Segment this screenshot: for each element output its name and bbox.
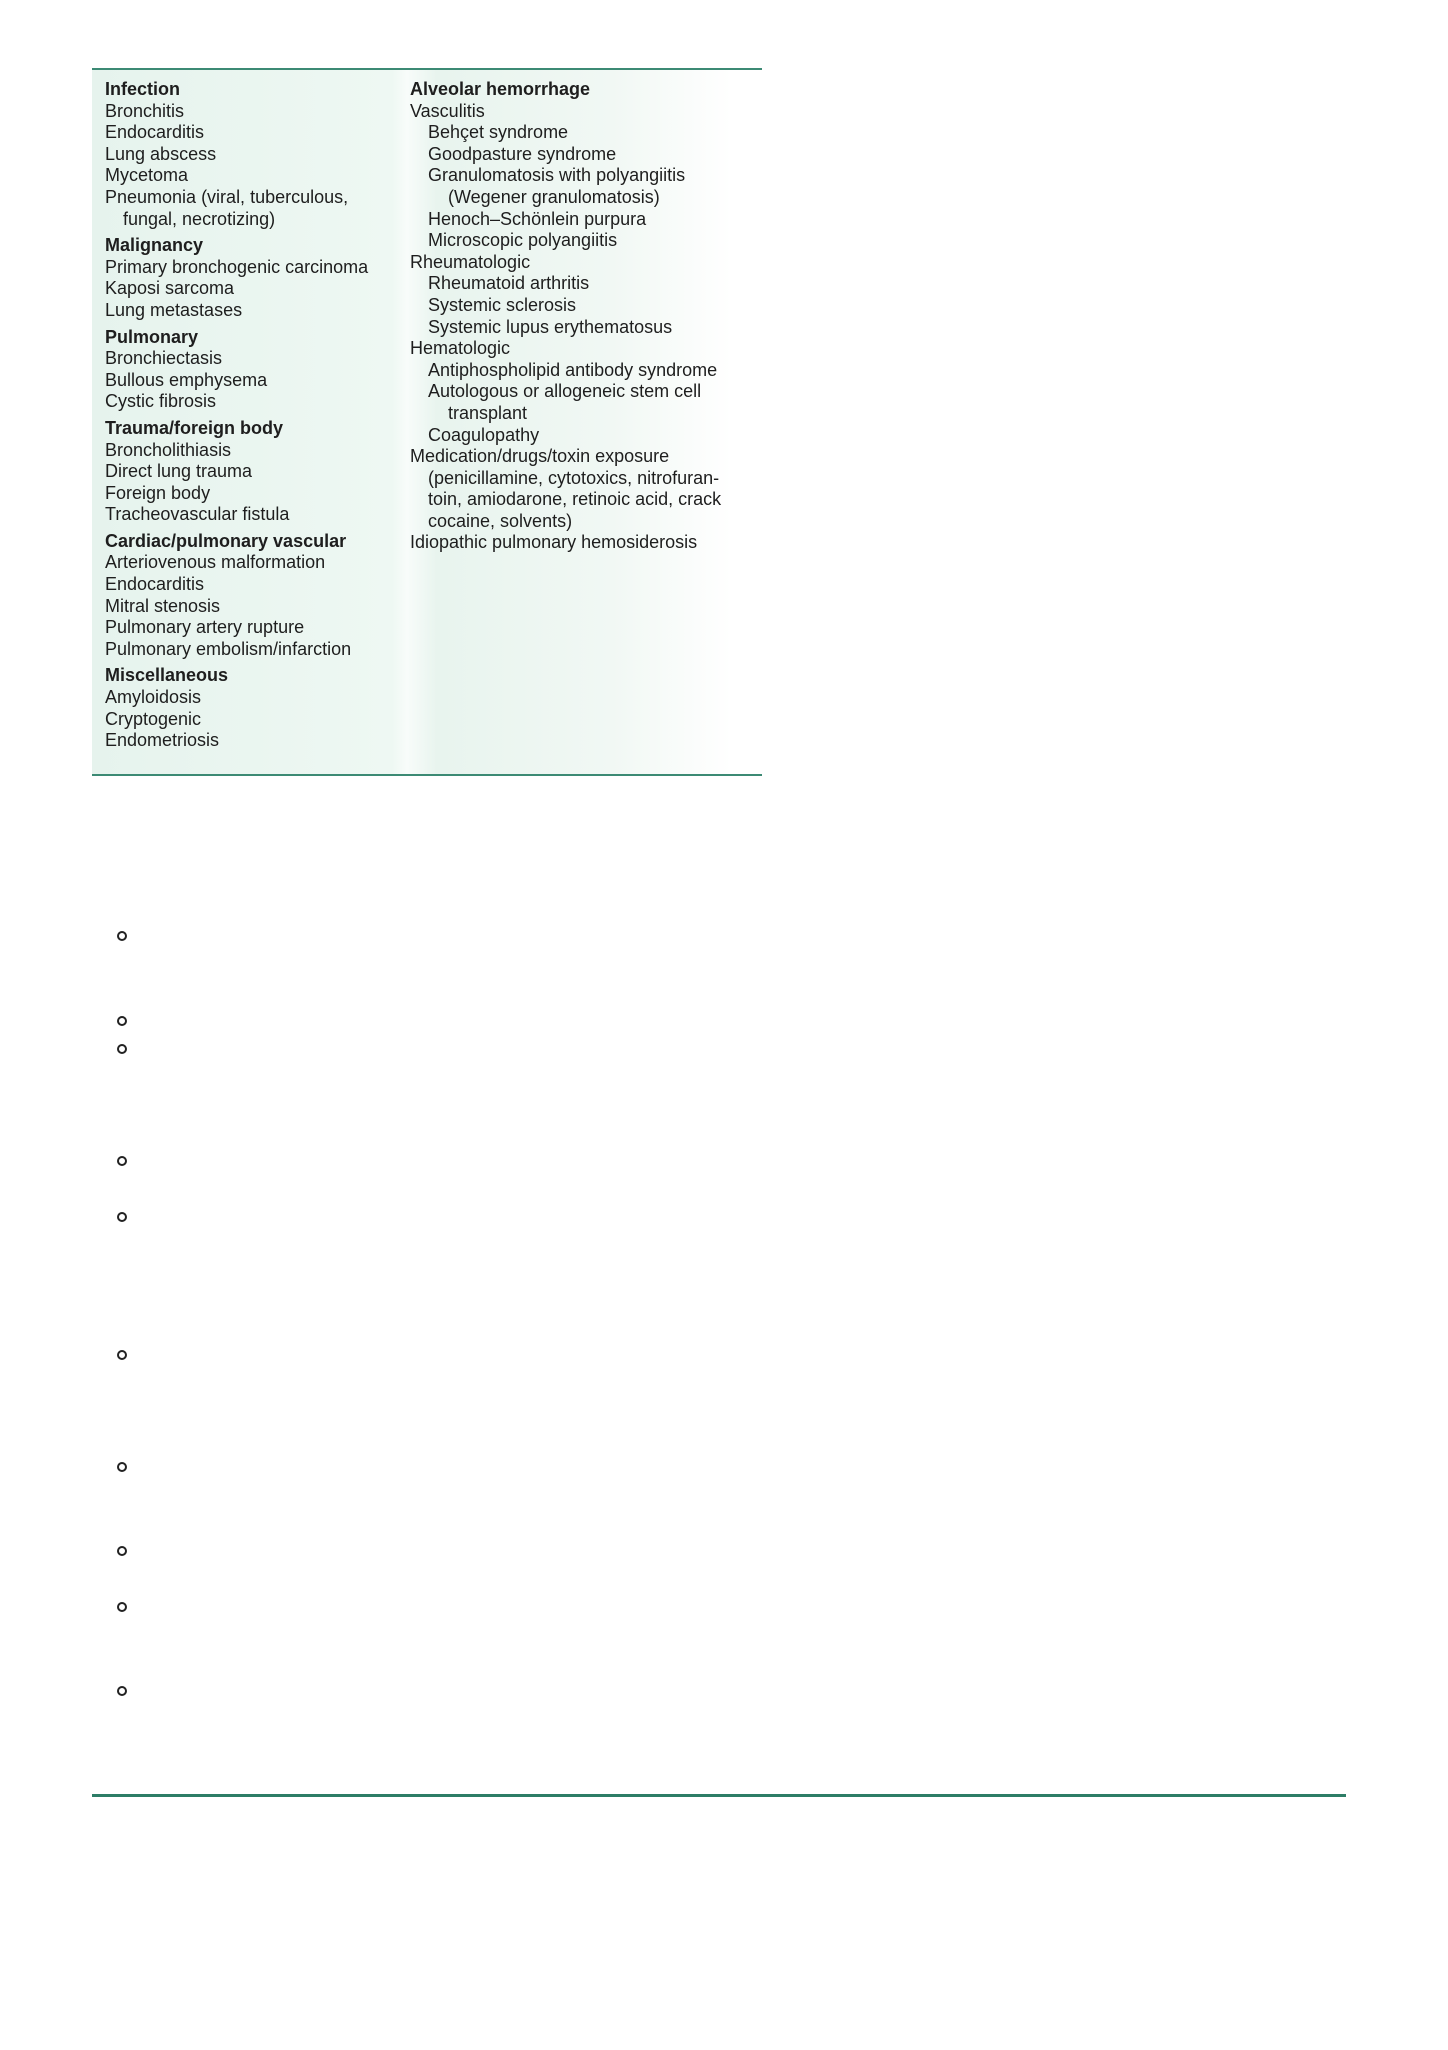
section-header: Malignancy [105, 235, 204, 256]
list-bullet [117, 1546, 127, 1556]
section-header: Infection [105, 79, 180, 99]
table-entry: Primary bronchogenic carcinoma [105, 256, 369, 277]
table-entry: Pulmonary embolism/infarction [105, 638, 352, 659]
table-left-column [105, 79, 395, 757]
section-header: Cardiac/pulmonary vascular [105, 530, 347, 551]
table-entry: Medication/drugs/toxin exposure [410, 446, 670, 467]
table-section [105, 418, 395, 526]
table-entry: Vasculitis [410, 100, 485, 121]
list-bullet [117, 1044, 127, 1054]
table-section [105, 79, 395, 230]
table-section [105, 327, 395, 413]
table-entry: Foreign body [105, 482, 211, 503]
table-entry: Coagulopathy [428, 424, 540, 445]
section-header: Alveolar hemorrhage [410, 79, 591, 99]
table-entry: Bullous emphysema [105, 369, 268, 390]
list-bullet [117, 1156, 127, 1166]
section-divider [92, 1794, 1346, 1797]
table-entry: Goodpasture syndrome [428, 143, 617, 164]
table-entry: Endometriosis [105, 730, 220, 751]
table-entry: Endocarditis [105, 574, 205, 595]
table-entry: cocaine, solvents) [428, 510, 573, 531]
table-entry: Bronchitis [105, 100, 185, 121]
table-section [105, 531, 395, 661]
list-bullet [117, 1462, 127, 1472]
table-entry: Rheumatoid arthritis [428, 273, 590, 294]
table-entry: Amyloidosis [105, 687, 202, 708]
list-bullet [117, 931, 127, 941]
list-bullet [117, 1212, 127, 1222]
table-entry: Broncholithiasis [105, 439, 232, 460]
list-bullet [117, 1602, 127, 1612]
table-entry: Pneumonia (viral, tuberculous, [105, 186, 349, 207]
differential-diagnosis-table [92, 68, 762, 776]
table-section [105, 235, 395, 321]
table-entry: Systemic sclerosis [428, 294, 577, 315]
table-entry: Bronchiectasis [105, 348, 223, 369]
table-entry: Mycetoma [105, 165, 189, 186]
table-entry: Henoch–Schönlein purpura [428, 208, 647, 229]
table-entry: Mitral stenosis [105, 595, 221, 616]
table-entry: Idiopathic pulmonary hemosiderosis [410, 532, 698, 553]
table-entry: Autologous or allogeneic stem cell [428, 381, 702, 402]
table-entry: (penicillamine, cytotoxics, nitrofuran- [428, 467, 720, 488]
table-entry: Granulomatosis with polyangiitis [428, 165, 686, 186]
table-entry: transplant [448, 402, 528, 423]
table-entry: Lung metastases [105, 299, 243, 320]
table-right-column [410, 79, 755, 559]
table-entry: Lung abscess [105, 143, 217, 164]
table-entry: Cystic fibrosis [105, 391, 217, 412]
table-entry: Systemic lupus erythematosus [428, 316, 673, 337]
table-entry: Rheumatologic [410, 251, 531, 272]
section-header: Pulmonary [105, 326, 199, 347]
section-header: Trauma/foreign body [105, 417, 284, 438]
list-bullet [117, 1016, 127, 1026]
list-bullet [117, 1350, 127, 1360]
table-entry: fungal, necrotizing) [123, 208, 276, 229]
table-section [410, 79, 755, 554]
table-entry: Cryptogenic [105, 708, 202, 729]
table-entry: Microscopic polyangiitis [428, 230, 618, 251]
table-entry: toin, amiodarone, retinoic acid, crack [428, 489, 722, 510]
table-entry: Tracheovascular fistula [105, 504, 290, 525]
table-entry: (Wegener granulomatosis) [448, 186, 660, 207]
table-entry: Behçet syndrome [428, 122, 569, 143]
list-bullet [117, 1686, 127, 1696]
table-entry: Hematologic [410, 338, 511, 359]
table-entry: Direct lung trauma [105, 461, 253, 482]
table-entry: Pulmonary artery rupture [105, 617, 305, 638]
table-entry: Antiphospholipid antibody syndrome [428, 359, 718, 380]
section-header: Miscellaneous [105, 665, 229, 686]
table-entry: Kaposi sarcoma [105, 278, 235, 299]
table-section [105, 665, 395, 751]
table-entry: Endocarditis [105, 122, 205, 143]
table-entry: Arteriovenous malformation [105, 552, 326, 573]
